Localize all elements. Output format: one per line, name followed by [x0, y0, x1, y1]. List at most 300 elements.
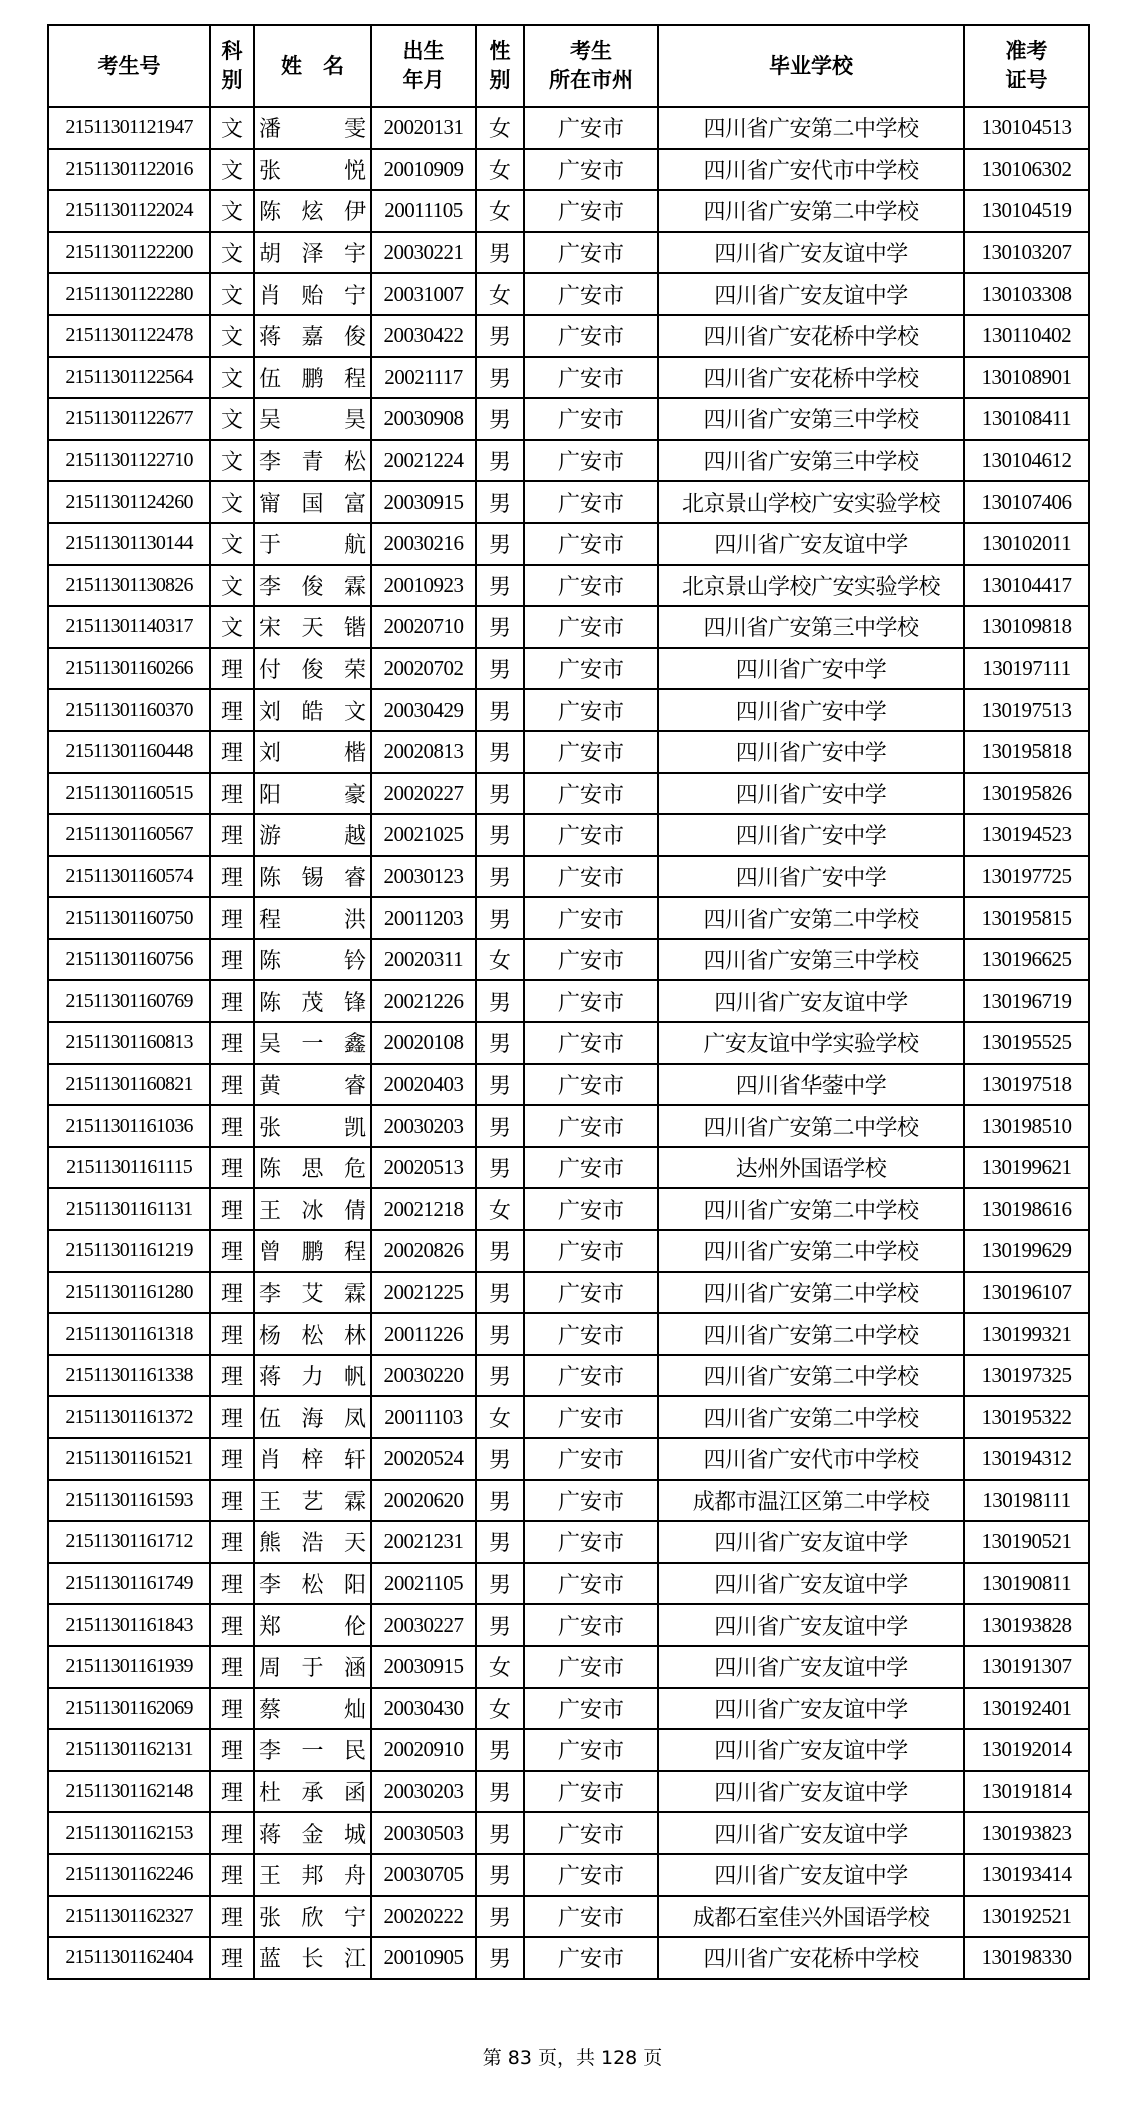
name-cell: 刘楷	[254, 731, 371, 773]
name-cell: 付俊荣	[254, 648, 371, 690]
birth-cell: 20011203	[371, 897, 476, 939]
track-cell: 理	[210, 814, 254, 856]
school-cell: 四川省广安第二中学校	[658, 107, 964, 149]
track-cell: 理	[210, 773, 254, 815]
gender-cell: 女	[476, 939, 524, 981]
gender-cell: 男	[476, 232, 524, 274]
exam-id-cell: 21511301160756	[48, 939, 210, 981]
name-cell: 陈钤	[254, 939, 371, 981]
city-cell: 广安市	[524, 1896, 658, 1938]
name-cell: 杨松林	[254, 1313, 371, 1355]
birth-cell: 20031007	[371, 273, 476, 315]
gender-cell: 男	[476, 481, 524, 523]
gender-cell: 男	[476, 897, 524, 939]
track-cell: 理	[210, 980, 254, 1022]
name-cell: 吴昊	[254, 398, 371, 440]
table-row	[48, 273, 1089, 315]
header-city	[524, 25, 658, 107]
ticket-cell: 130102011	[964, 523, 1089, 565]
ticket-cell: 130196625	[964, 939, 1089, 981]
header-text: 性	[489, 39, 511, 63]
exam-id-cell: 21511301122710	[48, 440, 210, 482]
school-cell: 四川省广安友谊中学	[658, 1521, 964, 1563]
gender-cell: 男	[476, 689, 524, 731]
header-text: 准考证号	[1005, 39, 1048, 92]
ticket-cell: 130104612	[964, 440, 1089, 482]
table-row	[48, 565, 1089, 607]
table-row	[48, 1064, 1089, 1106]
name-cell: 张凯	[254, 1105, 371, 1147]
track-cell: 理	[210, 1604, 254, 1646]
ticket-cell: 130194523	[964, 814, 1089, 856]
school-cell: 四川省广安第三中学校	[658, 939, 964, 981]
table-row	[48, 980, 1089, 1022]
exam-id-cell: 21511301122200	[48, 232, 210, 274]
name-cell: 张悦	[254, 149, 371, 191]
table-row	[48, 1604, 1089, 1646]
gender-cell: 女	[476, 1188, 524, 1230]
city-cell: 广安市	[524, 1521, 658, 1563]
school-cell: 四川省广安第二中学校	[658, 1313, 964, 1355]
gender-cell: 男	[476, 1729, 524, 1771]
city-cell: 广安市	[524, 1230, 658, 1272]
ticket-cell: 130195815	[964, 897, 1089, 939]
city-cell: 广安市	[524, 980, 658, 1022]
table-row	[48, 1313, 1089, 1355]
track-cell: 文	[210, 273, 254, 315]
gender-cell: 女	[476, 1646, 524, 1688]
name-cell: 郑伦	[254, 1604, 371, 1646]
birth-cell: 20021225	[371, 1272, 476, 1314]
city-cell: 广安市	[524, 1022, 658, 1064]
header-school	[658, 25, 964, 107]
school-cell: 四川省广安中学	[658, 731, 964, 773]
gender-cell: 男	[476, 1272, 524, 1314]
exam-id-cell: 21511301161131	[48, 1188, 210, 1230]
page-footer: 第 83 页，共 128 页	[482, 2047, 663, 2069]
table-row	[48, 1147, 1089, 1189]
track-cell: 理	[210, 897, 254, 939]
city-cell: 广安市	[524, 1812, 658, 1854]
header-text: 姓 名	[281, 53, 344, 78]
school-cell: 四川省华蓥中学	[658, 1064, 964, 1106]
city-cell: 广安市	[524, 897, 658, 939]
school-cell: 四川省广安友谊中学	[658, 1854, 964, 1896]
header-text: 毕业学校	[769, 53, 853, 78]
city-cell: 广安市	[524, 773, 658, 815]
birth-cell: 20020513	[371, 1147, 476, 1189]
name-cell: 宋天锴	[254, 606, 371, 648]
ticket-cell: 130192521	[964, 1896, 1089, 1938]
exam-id-cell: 21511301162404	[48, 1937, 210, 1979]
city-cell: 广安市	[524, 190, 658, 232]
exam-id-cell: 21511301160821	[48, 1064, 210, 1106]
gender-cell: 男	[476, 440, 524, 482]
ticket-cell: 130198616	[964, 1188, 1089, 1230]
table-row	[48, 1563, 1089, 1605]
exam-id-cell: 21511301122564	[48, 357, 210, 399]
city-cell: 广安市	[524, 523, 658, 565]
exam-id-cell: 21511301121947	[48, 107, 210, 149]
city-cell: 广安市	[524, 1313, 658, 1355]
ticket-cell: 130191814	[964, 1771, 1089, 1813]
birth-cell: 20030503	[371, 1812, 476, 1854]
admission-table	[47, 24, 1090, 1980]
gender-cell: 男	[476, 1854, 524, 1896]
ticket-cell: 130195322	[964, 1396, 1089, 1438]
header-text: 别	[221, 68, 243, 92]
exam-id-cell: 21511301161521	[48, 1438, 210, 1480]
birth-cell: 20030227	[371, 1604, 476, 1646]
birth-cell: 20010905	[371, 1937, 476, 1979]
name-cell: 熊浩天	[254, 1521, 371, 1563]
school-cell: 成都市温江区第二中学校	[658, 1480, 964, 1522]
gender-cell: 女	[476, 1688, 524, 1730]
name-cell: 周于涵	[254, 1646, 371, 1688]
ticket-cell: 130195818	[964, 731, 1089, 773]
city-cell: 广安市	[524, 1729, 658, 1771]
table-row	[48, 1438, 1089, 1480]
exam-id-cell: 21511301160813	[48, 1022, 210, 1064]
exam-id-cell: 21511301160266	[48, 648, 210, 690]
name-cell: 王艺霖	[254, 1480, 371, 1522]
table-row	[48, 1896, 1089, 1938]
track-cell: 理	[210, 1688, 254, 1730]
ticket-cell: 130108901	[964, 357, 1089, 399]
header-track	[210, 25, 254, 107]
birth-cell: 20030203	[371, 1771, 476, 1813]
ticket-cell: 130103308	[964, 273, 1089, 315]
track-cell: 文	[210, 232, 254, 274]
table-row	[48, 398, 1089, 440]
birth-cell: 20020524	[371, 1438, 476, 1480]
ticket-cell: 130104519	[964, 190, 1089, 232]
birth-cell: 20030216	[371, 523, 476, 565]
gender-cell: 女	[476, 273, 524, 315]
school-cell: 四川省广安中学	[658, 648, 964, 690]
header-row	[48, 25, 1089, 107]
birth-cell: 20011103	[371, 1396, 476, 1438]
exam-id-cell: 21511301161115	[48, 1147, 210, 1189]
gender-cell: 男	[476, 1105, 524, 1147]
birth-cell: 20030908	[371, 398, 476, 440]
city-cell: 广安市	[524, 481, 658, 523]
exam-id-cell: 21511301160769	[48, 980, 210, 1022]
city-cell: 广安市	[524, 731, 658, 773]
birth-cell: 20020910	[371, 1729, 476, 1771]
gender-cell: 男	[476, 606, 524, 648]
table-row	[48, 1646, 1089, 1688]
school-cell: 四川省广安中学	[658, 814, 964, 856]
name-cell: 李青松	[254, 440, 371, 482]
school-cell: 四川省广安第三中学校	[658, 440, 964, 482]
name-cell: 杜承函	[254, 1771, 371, 1813]
city-cell: 广安市	[524, 1105, 658, 1147]
birth-cell: 20030221	[371, 232, 476, 274]
ticket-cell: 130191307	[964, 1646, 1089, 1688]
gender-cell: 女	[476, 149, 524, 191]
birth-cell: 20021117	[371, 357, 476, 399]
birth-cell: 20020710	[371, 606, 476, 648]
gender-cell: 男	[476, 1521, 524, 1563]
birth-cell: 20010923	[371, 565, 476, 607]
track-cell: 理	[210, 1480, 254, 1522]
ticket-cell: 130104417	[964, 565, 1089, 607]
school-cell: 四川省广安第二中学校	[658, 897, 964, 939]
ticket-cell: 130109818	[964, 606, 1089, 648]
exam-id-cell: 21511301160515	[48, 773, 210, 815]
track-cell: 文	[210, 606, 254, 648]
track-cell: 文	[210, 357, 254, 399]
exam-id-cell: 21511301124260	[48, 481, 210, 523]
school-cell: 四川省广安友谊中学	[658, 273, 964, 315]
ticket-cell: 130197325	[964, 1355, 1089, 1397]
name-cell: 王冰倩	[254, 1188, 371, 1230]
ticket-cell: 130198330	[964, 1937, 1089, 1979]
name-cell: 李一民	[254, 1729, 371, 1771]
school-cell: 四川省广安友谊中学	[658, 980, 964, 1022]
track-cell: 理	[210, 1812, 254, 1854]
table-row	[48, 897, 1089, 939]
gender-cell: 男	[476, 1563, 524, 1605]
track-cell: 文	[210, 149, 254, 191]
gender-cell: 男	[476, 1230, 524, 1272]
exam-id-cell: 21511301122016	[48, 149, 210, 191]
track-cell: 理	[210, 1937, 254, 1979]
name-cell: 蒋嘉俊	[254, 315, 371, 357]
track-cell: 理	[210, 856, 254, 898]
ticket-cell: 130199621	[964, 1147, 1089, 1189]
name-cell: 陈锡睿	[254, 856, 371, 898]
table-row	[48, 1854, 1089, 1896]
city-cell: 广安市	[524, 357, 658, 399]
ticket-cell: 130193823	[964, 1812, 1089, 1854]
city-cell: 广安市	[524, 232, 658, 274]
exam-id-cell: 21511301162148	[48, 1771, 210, 1813]
ticket-cell: 130193828	[964, 1604, 1089, 1646]
name-cell: 蒋金城	[254, 1812, 371, 1854]
table-row	[48, 523, 1089, 565]
track-cell: 理	[210, 1896, 254, 1938]
school-cell: 四川省广安友谊中学	[658, 523, 964, 565]
table-row	[48, 1230, 1089, 1272]
school-cell: 四川省广安中学	[658, 773, 964, 815]
school-cell: 四川省广安第二中学校	[658, 1105, 964, 1147]
city-cell: 广安市	[524, 440, 658, 482]
ticket-cell: 130199321	[964, 1313, 1089, 1355]
track-cell: 理	[210, 731, 254, 773]
exam-id-cell: 21511301122280	[48, 273, 210, 315]
track-cell: 理	[210, 939, 254, 981]
gender-cell: 男	[476, 1022, 524, 1064]
name-cell: 陈炫伊	[254, 190, 371, 232]
table-row	[48, 1771, 1089, 1813]
city-cell: 广安市	[524, 939, 658, 981]
name-cell: 吴一鑫	[254, 1022, 371, 1064]
name-cell: 于航	[254, 523, 371, 565]
school-cell: 四川省广安友谊中学	[658, 232, 964, 274]
birth-cell: 20020826	[371, 1230, 476, 1272]
city-cell: 广安市	[524, 1854, 658, 1896]
exam-id-cell: 21511301162327	[48, 1896, 210, 1938]
school-cell: 四川省广安中学	[658, 689, 964, 731]
track-cell: 理	[210, 1771, 254, 1813]
ticket-cell: 130106302	[964, 149, 1089, 191]
header-text: 出生年月	[402, 39, 445, 92]
track-cell: 理	[210, 1729, 254, 1771]
table-row	[48, 1105, 1089, 1147]
city-cell: 广安市	[524, 814, 658, 856]
track-cell: 理	[210, 1064, 254, 1106]
table-row	[48, 1480, 1089, 1522]
ticket-cell: 130199629	[964, 1230, 1089, 1272]
birth-cell: 20030422	[371, 315, 476, 357]
school-cell: 四川省广安花桥中学校	[658, 357, 964, 399]
name-cell: 蒋力帆	[254, 1355, 371, 1397]
gender-cell: 男	[476, 1064, 524, 1106]
exam-id-cell: 21511301161712	[48, 1521, 210, 1563]
table-row	[48, 232, 1089, 274]
track-cell: 文	[210, 523, 254, 565]
school-cell: 达州外国语学校	[658, 1147, 964, 1189]
birth-cell: 20030220	[371, 1355, 476, 1397]
city-cell: 广安市	[524, 1355, 658, 1397]
header-text: 考生号	[97, 53, 161, 78]
school-cell: 四川省广安第二中学校	[658, 1230, 964, 1272]
header-gender	[476, 25, 524, 107]
birth-cell: 20020227	[371, 773, 476, 815]
ticket-cell: 130108411	[964, 398, 1089, 440]
gender-cell: 男	[476, 1438, 524, 1480]
exam-id-cell: 21511301161843	[48, 1604, 210, 1646]
ticket-cell: 130197725	[964, 856, 1089, 898]
ticket-cell: 130104513	[964, 107, 1089, 149]
gender-cell: 男	[476, 731, 524, 773]
ticket-cell: 130197111	[964, 648, 1089, 690]
city-cell: 广安市	[524, 565, 658, 607]
track-cell: 理	[210, 1313, 254, 1355]
gender-cell: 女	[476, 190, 524, 232]
name-cell: 陈茂锋	[254, 980, 371, 1022]
school-cell: 四川省广安代市中学校	[658, 1438, 964, 1480]
birth-cell: 20030430	[371, 1688, 476, 1730]
table-row	[48, 1355, 1089, 1397]
city-cell: 广安市	[524, 648, 658, 690]
name-cell: 李艾霖	[254, 1272, 371, 1314]
city-cell: 广安市	[524, 1064, 658, 1106]
header-text: 科	[221, 39, 243, 63]
gender-cell: 男	[476, 398, 524, 440]
table-row	[48, 1729, 1089, 1771]
name-cell: 伍鹏程	[254, 357, 371, 399]
school-cell: 四川省广安友谊中学	[658, 1646, 964, 1688]
name-cell: 程洪	[254, 897, 371, 939]
track-cell: 理	[210, 1147, 254, 1189]
school-cell: 四川省广安第二中学校	[658, 1355, 964, 1397]
ticket-cell: 130198111	[964, 1480, 1089, 1522]
exam-id-cell: 21511301140317	[48, 606, 210, 648]
birth-cell: 20030123	[371, 856, 476, 898]
exam-id-cell: 21511301161036	[48, 1105, 210, 1147]
gender-cell: 男	[476, 856, 524, 898]
exam-id-cell: 21511301161338	[48, 1355, 210, 1397]
birth-cell: 20020620	[371, 1480, 476, 1522]
table-row	[48, 1812, 1089, 1854]
name-cell: 伍海凤	[254, 1396, 371, 1438]
city-cell: 广安市	[524, 1604, 658, 1646]
gender-cell: 男	[476, 357, 524, 399]
city-cell: 广安市	[524, 1688, 658, 1730]
table-row	[48, 1688, 1089, 1730]
table-row	[48, 1396, 1089, 1438]
city-cell: 广安市	[524, 689, 658, 731]
track-cell: 理	[210, 1646, 254, 1688]
gender-cell: 男	[476, 1355, 524, 1397]
name-cell: 肖梓轩	[254, 1438, 371, 1480]
gender-cell: 男	[476, 1937, 524, 1979]
city-cell: 广安市	[524, 1147, 658, 1189]
table-row	[48, 689, 1089, 731]
table-row	[48, 1937, 1089, 1979]
exam-id-cell: 21511301161372	[48, 1396, 210, 1438]
exam-id-cell: 21511301160448	[48, 731, 210, 773]
ticket-cell: 130197513	[964, 689, 1089, 731]
track-cell: 理	[210, 1438, 254, 1480]
ticket-cell: 130197518	[964, 1064, 1089, 1106]
exam-id-cell: 21511301160750	[48, 897, 210, 939]
gender-cell: 男	[476, 648, 524, 690]
ticket-cell: 130190521	[964, 1521, 1089, 1563]
table-row	[48, 1022, 1089, 1064]
name-cell: 甯国富	[254, 481, 371, 523]
table-row	[48, 606, 1089, 648]
birth-cell: 20020131	[371, 107, 476, 149]
gender-cell: 女	[476, 1396, 524, 1438]
name-cell: 王邦舟	[254, 1854, 371, 1896]
table-row	[48, 440, 1089, 482]
exam-id-cell: 21511301160567	[48, 814, 210, 856]
ticket-cell: 130196719	[964, 980, 1089, 1022]
school-cell: 四川省广安第二中学校	[658, 190, 964, 232]
city-cell: 广安市	[524, 856, 658, 898]
name-cell: 潘雯	[254, 107, 371, 149]
ticket-cell: 130193414	[964, 1854, 1089, 1896]
birth-cell: 20010909	[371, 149, 476, 191]
school-cell: 广安友谊中学实验学校	[658, 1022, 964, 1064]
school-cell: 北京景山学校广安实验学校	[658, 565, 964, 607]
track-cell: 文	[210, 481, 254, 523]
city-cell: 广安市	[524, 398, 658, 440]
exam-id-cell: 21511301162246	[48, 1854, 210, 1896]
school-cell: 四川省广安花桥中学校	[658, 315, 964, 357]
birth-cell: 20020813	[371, 731, 476, 773]
birth-cell: 20030429	[371, 689, 476, 731]
city-cell: 广安市	[524, 1188, 658, 1230]
school-cell: 四川省广安友谊中学	[658, 1604, 964, 1646]
name-cell: 肖贻宁	[254, 273, 371, 315]
track-cell: 文	[210, 440, 254, 482]
exam-id-cell: 21511301161219	[48, 1230, 210, 1272]
table-row	[48, 1521, 1089, 1563]
name-cell: 李俊霖	[254, 565, 371, 607]
exam-id-cell: 21511301161939	[48, 1646, 210, 1688]
header-text: 所在市州	[549, 68, 633, 92]
track-cell: 理	[210, 648, 254, 690]
gender-cell: 男	[476, 1480, 524, 1522]
school-cell: 四川省广安友谊中学	[658, 1729, 964, 1771]
name-cell: 胡泽宇	[254, 232, 371, 274]
school-cell: 成都石室佳兴外国语学校	[658, 1896, 964, 1938]
